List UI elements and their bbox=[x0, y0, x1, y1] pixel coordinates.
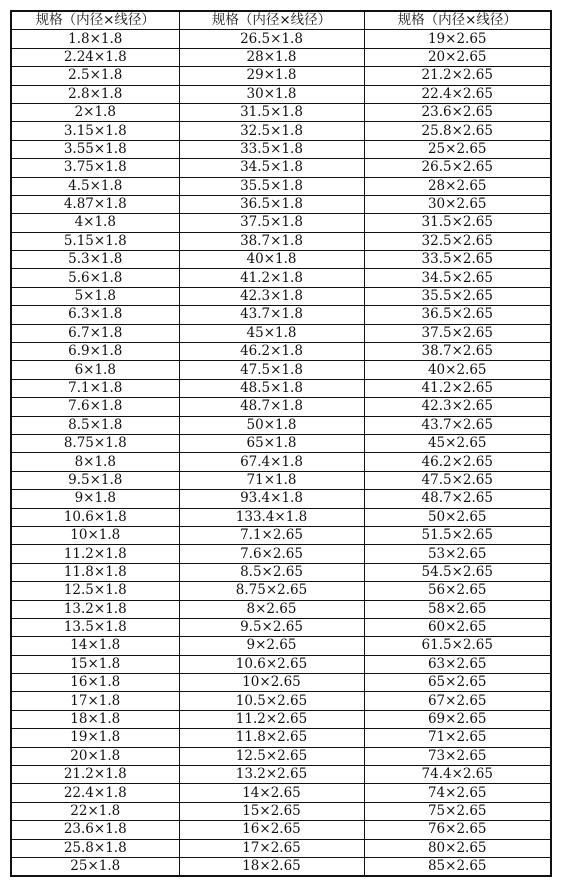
table-cell: 25×1.8 bbox=[11, 857, 179, 876]
table-cell: 65×2.65 bbox=[364, 674, 551, 692]
table-cell: 32.5×1.8 bbox=[179, 122, 364, 140]
table-row bbox=[11, 214, 551, 232]
table-cell: 11.2×2.65 bbox=[179, 710, 364, 728]
table-row bbox=[11, 747, 551, 765]
table-cell: 22×1.8 bbox=[11, 802, 179, 820]
table-cell: 26.5×1.8 bbox=[179, 30, 364, 48]
table-cell: 46.2×2.65 bbox=[364, 453, 551, 471]
table-row bbox=[11, 67, 551, 85]
table-cell: 37.5×1.8 bbox=[179, 214, 364, 232]
table-cell: 40×1.8 bbox=[179, 251, 364, 269]
table-cell: 16×1.8 bbox=[11, 674, 179, 692]
table-cell: 25.8×1.8 bbox=[11, 839, 179, 857]
table-body bbox=[11, 30, 551, 876]
table-cell: 41.2×1.8 bbox=[179, 269, 364, 287]
table-cell: 9×2.65 bbox=[179, 637, 364, 655]
table-cell: 29×1.8 bbox=[179, 67, 364, 85]
table-cell: 28×2.65 bbox=[364, 177, 551, 195]
table-cell: 20×2.65 bbox=[364, 48, 551, 66]
table-cell: 9.5×1.8 bbox=[11, 471, 179, 489]
table-cell: 2×1.8 bbox=[11, 103, 179, 121]
table-cell: 7.6×2.65 bbox=[179, 545, 364, 563]
table-row bbox=[11, 821, 551, 839]
table-cell: 58×2.65 bbox=[364, 600, 551, 618]
table-cell: 13.2×1.8 bbox=[11, 600, 179, 618]
table-cell: 14×1.8 bbox=[11, 637, 179, 655]
table-row bbox=[11, 766, 551, 784]
table-cell: 80×2.65 bbox=[364, 839, 551, 857]
table-row bbox=[11, 453, 551, 471]
table-cell: 23.6×2.65 bbox=[364, 103, 551, 121]
table-row bbox=[11, 692, 551, 710]
table-cell: 4.87×1.8 bbox=[11, 195, 179, 213]
table-cell: 38.7×2.65 bbox=[364, 343, 551, 361]
table-cell: 48.7×1.8 bbox=[179, 398, 364, 416]
table-row bbox=[11, 784, 551, 802]
table-cell: 60×2.65 bbox=[364, 618, 551, 636]
table-cell: 33.5×2.65 bbox=[364, 251, 551, 269]
table-cell: 43.7×1.8 bbox=[179, 306, 364, 324]
table-cell: 19×1.8 bbox=[11, 729, 179, 747]
table-cell: 25.8×2.65 bbox=[364, 122, 551, 140]
table-cell: 33.5×1.8 bbox=[179, 140, 364, 158]
table-cell: 30×2.65 bbox=[364, 195, 551, 213]
table-cell: 50×1.8 bbox=[179, 416, 364, 434]
table-row bbox=[11, 159, 551, 177]
table-row bbox=[11, 802, 551, 820]
table-cell: 8×1.8 bbox=[11, 453, 179, 471]
table-cell: 28×1.8 bbox=[179, 48, 364, 66]
table-cell: 40×2.65 bbox=[364, 361, 551, 379]
table-cell: 11.8×1.8 bbox=[11, 563, 179, 581]
table-cell: 7.1×1.8 bbox=[11, 379, 179, 397]
table-cell: 25×2.65 bbox=[364, 140, 551, 158]
table-cell: 3.75×1.8 bbox=[11, 159, 179, 177]
table-row bbox=[11, 103, 551, 121]
table-row bbox=[11, 140, 551, 158]
column-header-2: 规格（内径×线径） bbox=[179, 11, 364, 30]
table-row bbox=[11, 563, 551, 581]
table-header bbox=[11, 11, 551, 30]
table-cell: 41.2×2.65 bbox=[364, 379, 551, 397]
table-row bbox=[11, 655, 551, 673]
table-cell: 46.2×1.8 bbox=[179, 343, 364, 361]
table-cell: 13.2×2.65 bbox=[179, 766, 364, 784]
table-row bbox=[11, 857, 551, 876]
table-cell: 42.3×1.8 bbox=[179, 287, 364, 305]
table-cell: 35.5×1.8 bbox=[179, 177, 364, 195]
table-cell: 67×2.65 bbox=[364, 692, 551, 710]
table-cell: 85×2.65 bbox=[364, 857, 551, 876]
table-cell: 4.5×1.8 bbox=[11, 177, 179, 195]
table-cell: 10×2.65 bbox=[179, 674, 364, 692]
table-row bbox=[11, 269, 551, 287]
table-cell: 10.6×1.8 bbox=[11, 508, 179, 526]
table-cell: 67.4×1.8 bbox=[179, 453, 364, 471]
table-row bbox=[11, 674, 551, 692]
table-cell: 42.3×2.65 bbox=[364, 398, 551, 416]
table-cell: 54.5×2.65 bbox=[364, 563, 551, 581]
table-cell: 30×1.8 bbox=[179, 85, 364, 103]
table-cell: 21.2×2.65 bbox=[364, 67, 551, 85]
table-row bbox=[11, 30, 551, 48]
table-cell: 61.5×2.65 bbox=[364, 637, 551, 655]
table-cell: 37.5×2.65 bbox=[364, 324, 551, 342]
table-cell: 8×2.65 bbox=[179, 600, 364, 618]
table-row bbox=[11, 48, 551, 66]
table-cell: 23.6×1.8 bbox=[11, 821, 179, 839]
table-row bbox=[11, 361, 551, 379]
table-row bbox=[11, 508, 551, 526]
table-cell: 6.9×1.8 bbox=[11, 343, 179, 361]
table-cell: 76×2.65 bbox=[364, 821, 551, 839]
spec-table bbox=[10, 10, 552, 877]
table-cell: 69×2.65 bbox=[364, 710, 551, 728]
table-cell: 32.5×2.65 bbox=[364, 232, 551, 250]
table-cell: 50×2.65 bbox=[364, 508, 551, 526]
table-cell: 18×2.65 bbox=[179, 857, 364, 876]
table-cell: 8.5×1.8 bbox=[11, 416, 179, 434]
table-cell: 6.3×1.8 bbox=[11, 306, 179, 324]
table-row bbox=[11, 637, 551, 655]
table-cell: 2.8×1.8 bbox=[11, 85, 179, 103]
table-row bbox=[11, 306, 551, 324]
header-row bbox=[11, 11, 551, 30]
table-cell: 13.5×1.8 bbox=[11, 618, 179, 636]
table-cell: 71×1.8 bbox=[179, 471, 364, 489]
table-row bbox=[11, 343, 551, 361]
table-cell: 17×2.65 bbox=[179, 839, 364, 857]
table-cell: 7.1×2.65 bbox=[179, 526, 364, 544]
table-cell: 36.5×1.8 bbox=[179, 195, 364, 213]
table-cell: 10×1.8 bbox=[11, 526, 179, 544]
table-cell: 133.4×1.8 bbox=[179, 508, 364, 526]
table-cell: 53×2.65 bbox=[364, 545, 551, 563]
table-cell: 12.5×1.8 bbox=[11, 582, 179, 600]
table-cell: 19×2.65 bbox=[364, 30, 551, 48]
table-cell: 74×2.65 bbox=[364, 784, 551, 802]
table-cell: 22.4×1.8 bbox=[11, 784, 179, 802]
table-row bbox=[11, 839, 551, 857]
table-cell: 73×2.65 bbox=[364, 747, 551, 765]
table-cell: 43.7×2.65 bbox=[364, 416, 551, 434]
table-cell: 74.4×2.65 bbox=[364, 766, 551, 784]
spec-sheet bbox=[10, 10, 550, 877]
table-row bbox=[11, 416, 551, 434]
table-cell: 47.5×1.8 bbox=[179, 361, 364, 379]
table-cell: 14×2.65 bbox=[179, 784, 364, 802]
table-cell: 4×1.8 bbox=[11, 214, 179, 232]
table-cell: 48.7×2.65 bbox=[364, 490, 551, 508]
table-cell: 3.55×1.8 bbox=[11, 140, 179, 158]
table-cell: 35.5×2.65 bbox=[364, 287, 551, 305]
table-cell: 9×1.8 bbox=[11, 490, 179, 508]
table-cell: 45×2.65 bbox=[364, 434, 551, 452]
table-cell: 65×1.8 bbox=[179, 434, 364, 452]
table-cell: 11.2×1.8 bbox=[11, 545, 179, 563]
table-cell: 20×1.8 bbox=[11, 747, 179, 765]
table-row bbox=[11, 729, 551, 747]
table-row bbox=[11, 398, 551, 416]
table-cell: 56×2.65 bbox=[364, 582, 551, 600]
table-cell: 17×1.8 bbox=[11, 692, 179, 710]
table-row bbox=[11, 490, 551, 508]
table-row bbox=[11, 471, 551, 489]
table-cell: 16×2.65 bbox=[179, 821, 364, 839]
table-cell: 3.15×1.8 bbox=[11, 122, 179, 140]
table-cell: 10.6×2.65 bbox=[179, 655, 364, 673]
table-cell: 9.5×2.65 bbox=[179, 618, 364, 636]
table-cell: 71×2.65 bbox=[364, 729, 551, 747]
table-cell: 93.4×1.8 bbox=[179, 490, 364, 508]
table-cell: 26.5×2.65 bbox=[364, 159, 551, 177]
table-cell: 15×2.65 bbox=[179, 802, 364, 820]
table-cell: 7.6×1.8 bbox=[11, 398, 179, 416]
table-cell: 6×1.8 bbox=[11, 361, 179, 379]
table-cell: 31.5×1.8 bbox=[179, 103, 364, 121]
table-cell: 11.8×2.65 bbox=[179, 729, 364, 747]
table-row bbox=[11, 177, 551, 195]
column-header-1: 规格（内径×线径） bbox=[11, 11, 179, 30]
table-cell: 45×1.8 bbox=[179, 324, 364, 342]
table-cell: 15×1.8 bbox=[11, 655, 179, 673]
table-row bbox=[11, 324, 551, 342]
table-cell: 10.5×2.65 bbox=[179, 692, 364, 710]
table-row bbox=[11, 526, 551, 544]
table-cell: 5.15×1.8 bbox=[11, 232, 179, 250]
table-cell: 5.3×1.8 bbox=[11, 251, 179, 269]
table-cell: 31.5×2.65 bbox=[364, 214, 551, 232]
table-cell: 51.5×2.65 bbox=[364, 526, 551, 544]
table-row bbox=[11, 545, 551, 563]
table-cell: 2.5×1.8 bbox=[11, 67, 179, 85]
table-cell: 47.5×2.65 bbox=[364, 471, 551, 489]
table-cell: 36.5×2.65 bbox=[364, 306, 551, 324]
table-cell: 8.75×2.65 bbox=[179, 582, 364, 600]
table-cell: 1.8×1.8 bbox=[11, 30, 179, 48]
table-row bbox=[11, 434, 551, 452]
table-row bbox=[11, 85, 551, 103]
table-cell: 75×2.65 bbox=[364, 802, 551, 820]
table-cell: 22.4×2.65 bbox=[364, 85, 551, 103]
table-row bbox=[11, 582, 551, 600]
table-row bbox=[11, 710, 551, 728]
table-row bbox=[11, 232, 551, 250]
table-cell: 5×1.8 bbox=[11, 287, 179, 305]
table-cell: 21.2×1.8 bbox=[11, 766, 179, 784]
table-row bbox=[11, 618, 551, 636]
table-row bbox=[11, 287, 551, 305]
table-row bbox=[11, 251, 551, 269]
table-cell: 34.5×1.8 bbox=[179, 159, 364, 177]
table-row bbox=[11, 122, 551, 140]
table-cell: 63×2.65 bbox=[364, 655, 551, 673]
column-header-3: 规格（内径×线径） bbox=[364, 11, 551, 30]
table-cell: 18×1.8 bbox=[11, 710, 179, 728]
table-row bbox=[11, 195, 551, 213]
table-cell: 6.7×1.8 bbox=[11, 324, 179, 342]
table-row bbox=[11, 379, 551, 397]
table-cell: 8.75×1.8 bbox=[11, 434, 179, 452]
table-row bbox=[11, 600, 551, 618]
table-cell: 34.5×2.65 bbox=[364, 269, 551, 287]
table-cell: 8.5×2.65 bbox=[179, 563, 364, 581]
table-cell: 48.5×1.8 bbox=[179, 379, 364, 397]
table-cell: 12.5×2.65 bbox=[179, 747, 364, 765]
table-cell: 38.7×1.8 bbox=[179, 232, 364, 250]
table-cell: 5.6×1.8 bbox=[11, 269, 179, 287]
table-cell: 2.24×1.8 bbox=[11, 48, 179, 66]
